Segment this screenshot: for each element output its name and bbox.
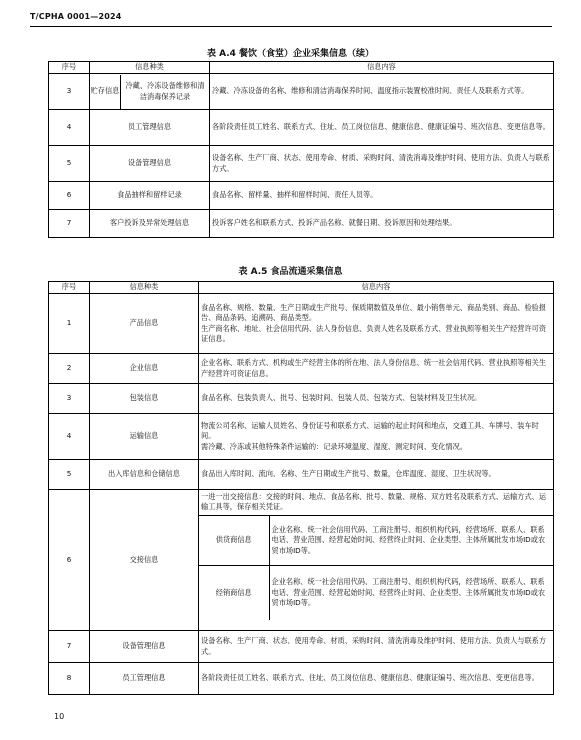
sub-kind: 供货商信息 <box>199 516 269 566</box>
row-content <box>199 631 554 663</box>
row-kind: 交接信息 <box>90 490 199 631</box>
row-content <box>199 384 554 414</box>
row-content <box>199 294 554 354</box>
row-number: 4 <box>49 110 90 146</box>
row-kind-cell <box>90 74 210 110</box>
row-kind: 企业信息 <box>90 354 199 384</box>
row-content: 冷藏、冷冻设备的名称、维修和清洁消毒保养时间、温度指示装置校准时间、责任人及联系方式等。 <box>210 74 554 110</box>
header-cell: 信息种类 <box>90 62 210 74</box>
sub-kind: 经销商信息 <box>199 566 269 620</box>
header-rule <box>30 26 552 27</box>
row-number: 1 <box>49 294 90 354</box>
row-content <box>199 414 554 460</box>
row-content <box>199 460 554 490</box>
row-number: 6 <box>49 490 90 631</box>
table-row <box>49 294 554 354</box>
row-kind: 产品信息 <box>90 294 199 354</box>
handover-intro: 一进一出交接信息：交接的时间、地点、食品名称、批号、数量、规格、双方姓名及联系方式、运输方式、运输工具等，保存相关凭证。 <box>199 490 553 516</box>
header-cell: 信息内容 <box>210 62 554 74</box>
row-number: 5 <box>49 146 90 182</box>
row-number: 4 <box>49 414 90 460</box>
sub-content: 企业名称、统一社会信用代码、工商注册号、组织机构代码，经营场所、联系人、联系电话、营业范围、经营起始时间、经营终止时间、企业类型、主体所属批发市场ID或农贸市场ID等。 <box>269 516 553 566</box>
row-content <box>199 354 554 384</box>
content-line: 物流公司名称、运输人员姓名、身份证号和联系方式、运输的起止时间和地点，交通工具、车牌号、装车时间。 <box>201 420 539 441</box>
row-number: 5 <box>49 460 90 490</box>
document-id: T/CPHA 0001—2024 <box>30 12 122 21</box>
row-number: 3 <box>49 384 90 414</box>
table-a5-caption: 表 A.5 食品流通采集信息 <box>238 267 343 277</box>
row-kind: 运输信息 <box>90 414 199 460</box>
row-kind: 贮存信息 <box>90 75 121 109</box>
row-content: 投诉客户姓名和联系方式、投诉产品名称、就餐日期、投诉原因和处理结果。 <box>210 210 554 238</box>
row-kind: 客户投诉及异常处理信息 <box>90 210 210 238</box>
header-cell: 信息内容 <box>199 282 554 294</box>
row-kind: 设备管理信息 <box>90 631 199 663</box>
table-row <box>49 663 554 695</box>
table-row <box>49 354 554 384</box>
content-line: 食品名称、包装负责人、批号、包装时间、包装人员、包装方式、包装材料及卫生状况。 <box>201 393 482 403</box>
row-number: 7 <box>49 631 90 663</box>
row-number: 7 <box>49 210 90 238</box>
row-kind: 出入库信息和仓储信息 <box>90 460 199 490</box>
handover-subtable <box>199 516 553 620</box>
row-number: 2 <box>49 354 90 384</box>
row-number: 3 <box>49 74 90 110</box>
page-number: 10 <box>54 712 65 721</box>
header-cell: 序号 <box>49 282 90 294</box>
row-number: 8 <box>49 663 90 695</box>
table-header-row <box>49 62 554 74</box>
row-kind: 包装信息 <box>90 384 199 414</box>
table-row <box>49 146 554 182</box>
table-row <box>49 74 554 110</box>
table-row <box>49 182 554 210</box>
row-number: 6 <box>49 182 90 210</box>
content-line: 设备名称、生产厂商、状态、使用寿命、材质、采购时间、清洗消毒及维护时间、使用方法、负责人与联系方式。 <box>201 636 547 656</box>
content-line: 企业名称、联系方式、机构或生产经营主体的所在地、法人身份信息、统一社会信用代码、营业执照等相关生产经营许可资证信息。 <box>201 358 547 378</box>
table-a4-caption: 表 A.4 餐饮（食堂）企业采集信息（续） <box>206 49 375 59</box>
sub-row <box>199 516 553 566</box>
sub-row <box>199 566 553 620</box>
row-kind: 食品抽样和留样记录 <box>90 182 210 210</box>
table-row <box>49 414 554 460</box>
content-line: 生产商名称、地址、社会信用代码、法人身份信息、负责人姓名及联系方式、营业执照等相关生产经营许可资证信息。 <box>201 323 547 343</box>
table-row <box>49 210 554 238</box>
table-a4 <box>48 61 554 238</box>
content-line: 各阶段责任员工姓名、联系方式、住址、员工岗位信息、健康信息、健康证编号、班次信息、变更信息等。 <box>201 673 539 683</box>
table-row <box>49 631 554 663</box>
row-kind: 设备管理信息 <box>90 146 210 182</box>
content-line: 需冷藏、冷冻或其他特殊条件运输的：记录环境温度、湿度、测定时间、变化情况。 <box>201 441 467 451</box>
table-row <box>49 384 554 414</box>
table-header-row <box>49 282 554 294</box>
row-content: 设备名称、生产厂商、状态、使用寿命、材质、采购时间、清洗消毒及维护时间、使用方法、负责人与联系方式。 <box>210 146 554 182</box>
table-a5 <box>48 281 554 695</box>
content-line: 食品名称、规格、数量、生产日期或生产批号、保质期数值及单位、最小销售单元、商品类别、商品、检验报告、商品条码、追溯码、商品类型。 <box>201 302 547 323</box>
table-row <box>49 460 554 490</box>
row-content: 食品名称、留样量、抽样和留样时间、责任人员等。 <box>210 182 554 210</box>
row-content-nested <box>199 490 554 631</box>
header-cell: 序号 <box>49 62 90 74</box>
row-content: 各阶段责任员工姓名、联系方式、住址、员工岗位信息、健康信息、健康证编号、班次信息、变更信息等。 <box>210 110 554 146</box>
row-subkind: 冷藏、冷冻设备维修和清洁消毒保养记录 <box>125 81 205 101</box>
row-kind: 员工管理信息 <box>90 663 199 695</box>
sub-content: 企业名称、统一社会信用代码、工商注册号、组织机构代码，经营场所、联系人、联系电话、营业范围、经营起始时间、经营终止时间、企业类型、主体所属批发市场ID或农贸市场ID等。 <box>269 566 553 620</box>
row-kind: 员工管理信息 <box>90 110 210 146</box>
table-row <box>49 110 554 146</box>
row-content <box>199 663 554 695</box>
header-cell: 信息种类 <box>90 282 199 294</box>
table-row <box>49 490 554 631</box>
content-line: 食品出入库时间、流向、名称、生产日期或生产批号、数量，仓库温度、湿度、卫生状况等。 <box>201 469 496 479</box>
